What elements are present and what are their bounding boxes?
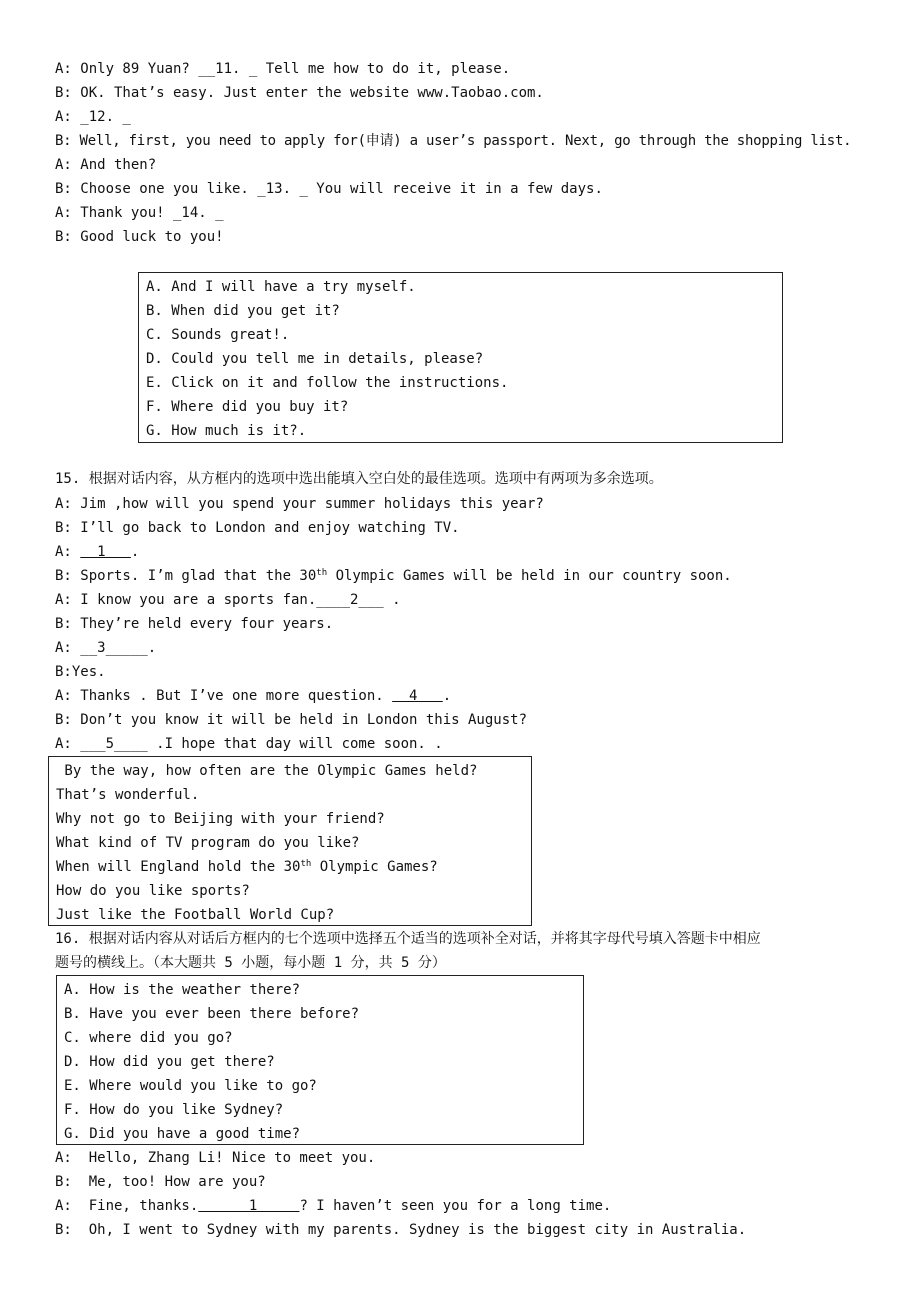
dialog-line: A: Thanks . But I’ve one more question. 4 . — [55, 688, 452, 704]
option-item: E. Click on it and follow the instructions. — [146, 375, 509, 391]
option-item: A. How is the weather there? — [64, 982, 301, 998]
option-item: That’s wonderful. — [56, 787, 200, 803]
dialog-line: B: Good luck to you! — [55, 229, 224, 245]
option-item: B. When did you get it? — [146, 303, 340, 319]
dialog-line: B: Oh, I went to Sydney with my parents. Sydney is the biggest city in Australia. — [55, 1222, 747, 1238]
dialog-line: A: 1 . — [55, 544, 140, 560]
option-item: F. Where did you buy it? — [146, 399, 349, 415]
option-item: D. How did you get there? — [64, 1054, 275, 1070]
q16-instruction: 题号的横线上。（本大题共 5 小题，每小题 1 分，共 5 分） — [55, 955, 446, 971]
option-item: D. Could you tell me in details, please? — [146, 351, 484, 367]
q15-instruction: 15. 根据对话内容，从方框内的选项中选出能填入空白处的最佳选项。选项中有两项为多余选项。 — [55, 471, 663, 487]
option-item: When will England hold the 30th Olympic Games? — [56, 859, 438, 875]
dialog-line: A: _12. _ — [55, 109, 131, 125]
dialog-line: B: Well, first, you need to apply for(申请) a user’s passport. Next, go through the shopping list. — [55, 133, 852, 149]
dialog-line: B: Choose one you like. _13. _ You will receive it in a few days. — [55, 181, 603, 197]
dialog-line: B: Sports. I’m glad that the 30th Olympic Games will be held in our country soon. — [55, 568, 732, 584]
option-item: C. Sounds great!. — [146, 327, 290, 343]
option-item: G. Did you have a good time? — [64, 1126, 301, 1142]
answer-blank[interactable]: 1 — [198, 1198, 300, 1214]
dialog-line: B: OK. That’s easy. Just enter the website www.Taobao.com. — [55, 85, 544, 101]
dialog-line: A: Hello, Zhang Li! Nice to meet you. — [55, 1150, 376, 1166]
dialog-line: A: Fine, thanks. 1 ? I haven’t seen you for a long time. — [55, 1198, 612, 1214]
option-item: E. Where would you like to go? — [64, 1078, 317, 1094]
answer-blank[interactable]: 4 — [392, 688, 443, 704]
option-item: Why not go to Beijing with your friend? — [56, 811, 385, 827]
dialog-line: A: And then? — [55, 157, 157, 173]
option-item: What kind of TV program do you like? — [56, 835, 360, 851]
dialog-line: A: Only 89 Yuan? __11. _ Tell me how to do it, please. — [55, 61, 511, 77]
dialog-line: B: Don’t you know it will be held in London this August? — [55, 712, 528, 728]
option-item: By the way, how often are the Olympic Games held? — [56, 763, 478, 779]
option-item: Just like the Football World Cup? — [56, 907, 335, 923]
option-item: F. How do you like Sydney? — [64, 1102, 284, 1118]
dialog-line: A: Jim ,how will you spend your summer holidays this year? — [55, 496, 544, 512]
option-item: G. How much is it?. — [146, 423, 307, 439]
option-item: B. Have you ever been there before? — [64, 1006, 360, 1022]
dialog-line: A: I know you are a sports fan.____2___ . — [55, 592, 401, 608]
option-item: How do you like sports? — [56, 883, 250, 899]
option-item: C. where did you go? — [64, 1030, 233, 1046]
dialog-line: B: They’re held every four years. — [55, 616, 334, 632]
options-box-2 — [48, 756, 532, 926]
option-item: A. And I will have a try myself. — [146, 279, 416, 295]
options-box-1 — [138, 272, 783, 443]
answer-blank[interactable]: 1 — [80, 544, 131, 560]
dialog-line: A: ___5____ .I hope that day will come soon. . — [55, 736, 443, 752]
dialog-line: B: I’ll go back to London and enjoy watching TV. — [55, 520, 460, 536]
dialog-line: A: Thank you! _14. _ — [55, 205, 224, 221]
dialog-line: B: Me, too! How are you? — [55, 1174, 266, 1190]
dialog-line: A: __3_____. — [55, 640, 157, 656]
options-box-3 — [56, 975, 584, 1145]
q16-instruction: 16. 根据对话内容从对话后方框内的七个选项中选择五个适当的选项补全对话，并将其字母代号填入答题卡中相应 — [55, 931, 761, 947]
dialog-line: B:Yes. — [55, 664, 106, 680]
